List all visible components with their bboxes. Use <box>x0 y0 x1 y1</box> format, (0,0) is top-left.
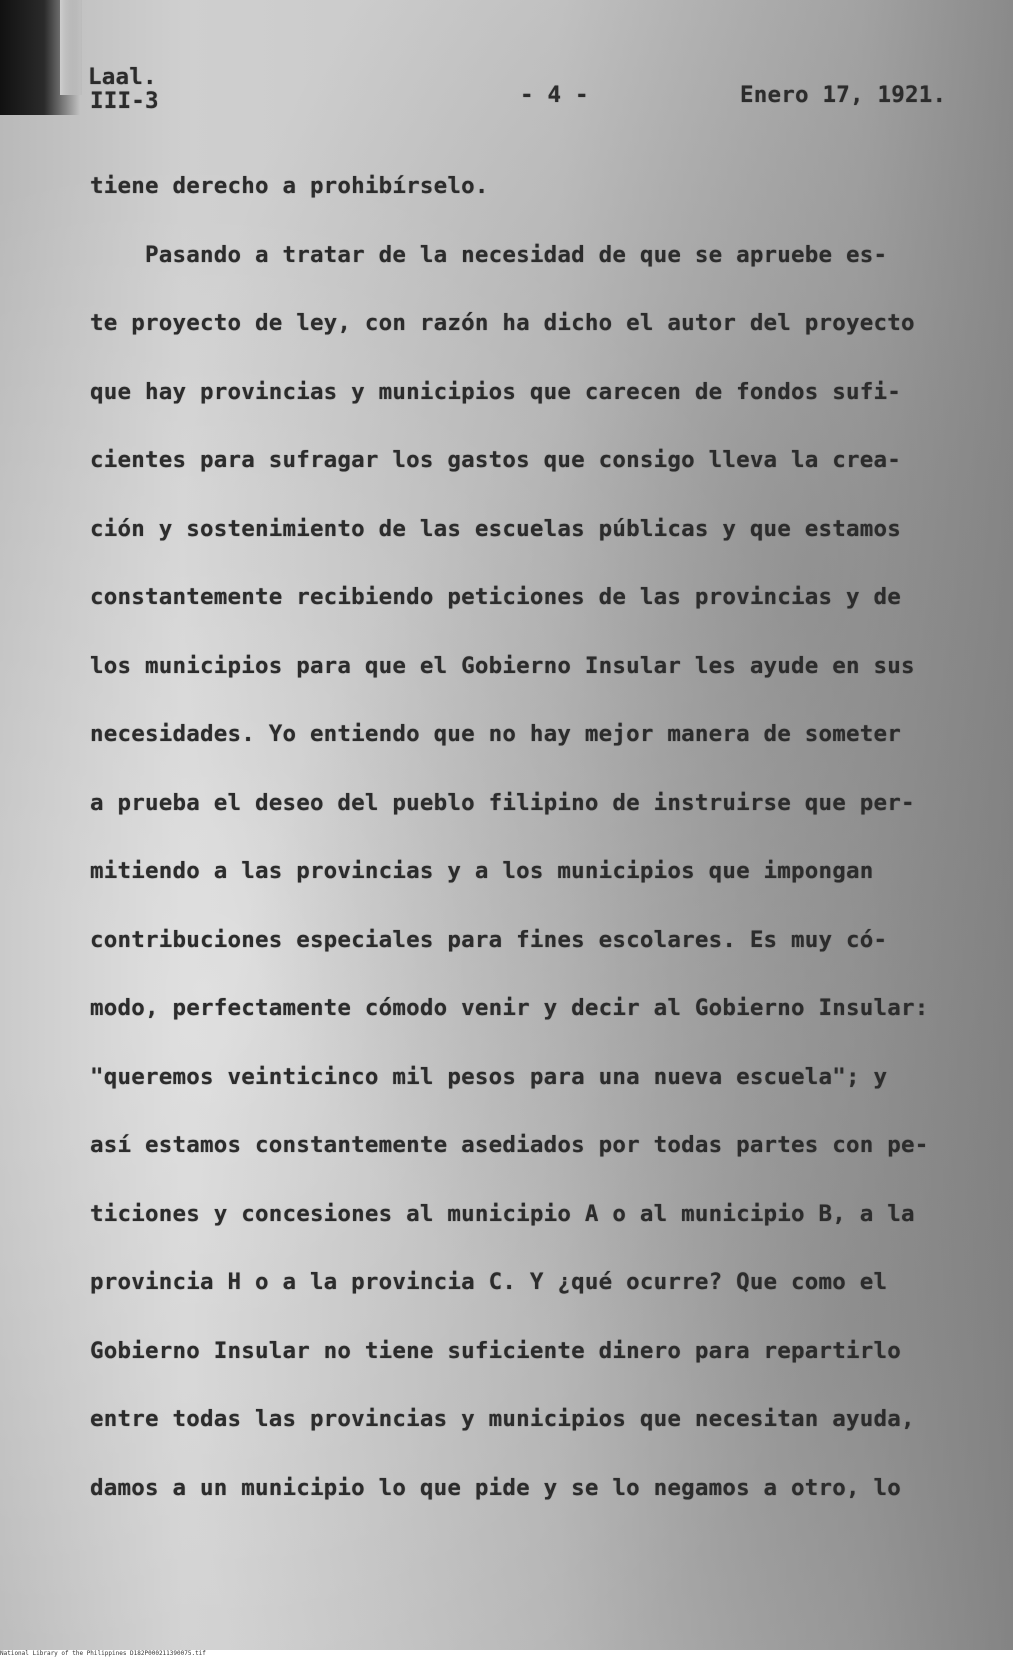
body-line: entre todas las provincias y municipios que necesitan ayuda, <box>90 1406 915 1432</box>
reference-code-line-1: Laal. <box>88 64 157 90</box>
scan-footer <box>0 1650 1013 1658</box>
body-line: te proyecto de ley, con razón ha dicho el autor del proyecto <box>90 310 915 336</box>
body-line: tiene derecho a prohibírselo. <box>90 173 489 199</box>
body-line: "queremos veinticinco mil pesos para una nueva escuela"; y <box>90 1063 888 1090</box>
body-line: provincia H o a la provincia C. Y ¿qué ocurre? Que como el <box>90 1269 888 1295</box>
body-line: a prueba el deseo del pueblo filipino de instruirse que per- <box>90 789 915 816</box>
body-line: mitiendo a las provincias y a los municipios que impongan <box>90 858 874 884</box>
body-line: así estamos constantemente asediados por todas partes con pe- <box>90 1132 929 1158</box>
body-line: Gobierno Insular no tiene suficiente dinero para repartirlo <box>90 1337 902 1364</box>
body-line: los municipios para que el Gobierno Insular les ayude en sus <box>90 652 915 679</box>
reference-code-line-2: III-3 <box>90 88 159 114</box>
body-line: Pasando a tratar de la necesidad de que se apruebe es- <box>90 241 888 268</box>
body-line: que hay provincias y municipios que carecen de fondos sufi- <box>90 378 902 405</box>
body-line: damos a un municipio lo que pide y se lo negamos a otro, lo <box>90 1474 902 1501</box>
page-number: - 4 - <box>520 82 589 108</box>
body-line: ción y sostenimiento de las escuelas públicas y que estamos <box>90 515 902 542</box>
body-line: necesidades. Yo entiendo que no hay mejor manera de someter <box>90 721 902 747</box>
body-line: cientes para sufragar los gastos que consigo lleva la crea- <box>90 447 902 473</box>
document-date: Enero 17, 1921. <box>740 82 947 108</box>
body-line: contribuciones especiales para fines escolares. Es muy có- <box>90 926 888 953</box>
body-line: constantemente recibiendo peticiones de las provincias y de <box>90 584 902 610</box>
body-line: ticiones y concesiones al municipio A o al municipio B, a la <box>90 1200 915 1227</box>
body-line: modo, perfectamente cómodo venir y decir al Gobierno Insular: <box>90 995 929 1021</box>
scan-footer-text: National Library of the Philippines D182P000211390075.tif <box>0 1650 206 1657</box>
binding-fold <box>60 0 82 95</box>
